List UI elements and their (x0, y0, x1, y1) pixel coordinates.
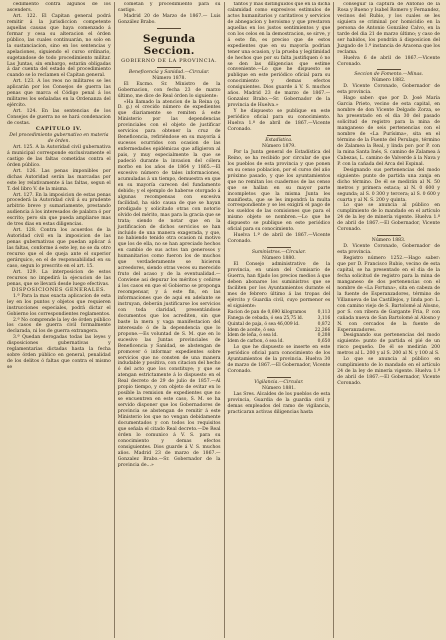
number-heading: Número 1878. (152, 75, 186, 81)
column-1 (4, 2, 114, 638)
price-row: Racion de pan de 0,690 kilogramos 0,113 (227, 309, 331, 315)
paragraph: 3.ª Quedan derogadas todas las leyes y disposiciones gubernativas y reglamentarias dictadas hasta la fecha sobre órden público en general, penalidad de los delitos ó faltas que contra el mismo se (7, 335, 111, 371)
number-heading: Número 1883. (371, 238, 406, 244)
paragraph: Art. 128. Contra los acuerdos de la Autoridad civil en la imposicion de las penas gubernativas que puedan aplicar á las faltas, conforme á este ley, no se da otro recurso que el de queja ante el superior gerárquico, en el de responsabilidad en su caso, segun lo prescrito en el art. 15. (7, 228, 111, 269)
price-row: Quintal de paja, ó sea 46,009 ld. 0,872 (227, 321, 331, 327)
section-heading: DISPOSICIONES GENERALES. (11, 286, 107, 293)
number-heading: Número 1882. (371, 78, 406, 84)
signature-paragraph: Madrid 20 de Marzo de 1867.— Luis González Brabo. (117, 13, 221, 25)
paragraph: conseguir la captura de Antonio de la Rosa y Bueno y Isabel Romero y Fernandez, vecinos del Rubio, y los cuales se les siguiera se criminal por homicidio en la persona de Antonio González Calvo, en la tarde del dia 21 de marzo último; y caso de ser habidos, los pondrán á disposicion del Juzgado de 1.ª instancia de Aracena que los reclama. (337, 2, 440, 55)
paragraph: El Excmo. Sr. Ministro de la Gobernacion, con fecha 23 de marzo último, me dice de Real órden lo siguiente: (117, 81, 221, 99)
number-heading: Número 1880. (262, 256, 296, 262)
divider (377, 69, 401, 70)
paragraph: Registro número 1252.—Hago saber: que por D. Francisco Rubio, vecino de esta capital, se ha presentado en el dia de la fecha solicitud de registro para la mina de manganeso de dos pertenencias con el nombre de «La Fortuna», sita en cabeza de la fuente de Esperanzadores, término de Villanueva de las Castillejos, y linda por: L. con camino viejo de S. Bartolomé al Alosno, por S. con ribera de Gargante Fria, P. con cañada nueva de San Bartolomé al Alosno y N. con cercados de la fuente de Esperanzadores. (337, 256, 440, 333)
supplies-heading: Suministros.—Circular. (251, 250, 306, 256)
paragraph: Huelva 6 de abril de 1867.—Vicente Coronado. (337, 55, 440, 67)
mines-heading: Seccion de Fomento.—Minas. (354, 72, 424, 78)
paragraph: cedimiento contra algunos de los ascenders. (7, 2, 111, 13)
paragraph: Designando sus pertenencias del modo siguiente: punto de partida el pié de un risco pequeño. De él se medirán 200 metros al L. 200 y al S. 200 al N. y 100 al S. (337, 333, 440, 357)
price-row: Fanega de cebada, ó sea 25,75 ld. 3,116 (227, 315, 331, 321)
paragraph: Lo que se anuncia al público en cumplimiento de lo mandado en el artículo 24 de la ley de minería vigente. Huelva 1.º de abril de 1867.—El Gobernador, Vicente Coronado. (337, 357, 440, 387)
paragraph: 1.ª Para la mas exacta aplicacion de esta ley en los puntos y objetos que requieren instrucciones especiales, podrá dictar el Gobierno los correspondientes reglamentos. (7, 293, 111, 317)
paragraph: Y he dispuesto se publique en este periódico oficial para su conocimiento. Huelva 1.º de abril de 1867.—Vicente Coronado. (227, 109, 331, 133)
divider (157, 28, 181, 29)
paragraph: El Consejo administrativo de la provincia, en union del Comisario de Guerra, han fijado los precios medios á que deben abonarse los suministros que se faciliten por los Ayuntamientos durante el mes de febrero último á las tropas del ejército y Guardia civil, cuyo pormenor es el siguiente: (227, 262, 331, 309)
divider (267, 377, 291, 378)
divider (267, 247, 291, 248)
columns (4, 2, 443, 640)
column-2 (114, 2, 224, 638)
paragraph: tantos y mas distinguidos que en la dicha calamidad como expresivos estímulos de actos humanitarios y caritativos y servicios de abnegacion y heroismo y que prestaron aquellas en los justos sentimientos y que con los celos en la demostracion, se sirve, y á este fin, es preciso que de estos expedientes que en su mayoría podrian tener una ocasion, y la prueba y legitimidad de hechos que por su falta justifiquen ó no se den las diligencias que estime conveniente.—Lo que he dispuesto se publique en este periódico oficial para su conocimiento y demas efectos consiguientes. Dios guarde á V. S. muchos años. Madrid 23 de marzo de 1867.—Gonzalez Brabo.—Sr. Gobernador de la provincia de Huelva.» (227, 2, 331, 109)
vigilance-heading: Vigilancia.—Circular. (254, 380, 304, 386)
paragraph: Art. 127. En la imposicion de estas penas procederá la Autoridad civil á su prudente arbitrio breve y sumariamente, prestando audiencia á los interesados de palabra ó por escrito; pero sin que pueda ampliarse mas de tres dias en estas diligencias. (7, 192, 111, 228)
divider (377, 235, 401, 236)
paragraph: Art. 123. A los reos no militares se les aplicarán por los Consejos de guerra las penas que marca el Código penal á los militares los señaladas en la Ordenanza del ejército. (7, 79, 111, 109)
paragraph: Lo que he dispuesto se inserte en este periódico oficial para conocimiento de los Ayuntamientos de la provincia. Huelva 30 de marzo de 1867.—El Gobernador, Vicente Coronado. (227, 345, 331, 375)
price-row: Idem de carbon, ó sea ld. 0,650 (227, 339, 331, 345)
statistics-heading: Estadística. (265, 137, 293, 143)
divider (267, 135, 291, 136)
government-heading: GOBIERNO DE LA PROVINCIA. (121, 57, 218, 64)
paragraph: Lo que se anuncia al público en cumplimiento de lo mandado en el artículo 24 de la ley de minería vigente. Huelva 1.º de abril de 1867.—El Gobernador, Vicente Coronado. (337, 203, 440, 233)
number-heading: Número 1881. (262, 386, 296, 392)
paragraph: Art. 125. A la Autoridad civil gubernativa á municipal corresponde exclusivamente el castigo de las faltas cometidas contra el órden público. (7, 144, 111, 168)
paragraph: D. Vicente Coronado, Gobernador de esta provincia. (337, 84, 440, 96)
paragraph: Art. 124. En las sentencias de los Consejos de guerra no se hará condenacion de costas. (7, 109, 111, 127)
section-title: Segunda Seccion. (142, 32, 196, 57)
chapter-heading: CAPÍTULO IV. (35, 126, 82, 133)
price-row: Idem de leña, ó sea ld. 0,208 (227, 333, 331, 339)
divider (157, 67, 181, 68)
paragraph: Art. 122. El Capitan general podrá remitir á la jurisdiccion competente aquellas causas que haya comenzado á formar y cesa su alteracion el órden público, las cuales continuarán, no solo en la sustanciacion, sino en los sentencias y apelaciones, siguiendo el curso ordinario, sugetandose de todo procedimiento militar. Las Juntas, sin embargo, estarán obligadas á dar cuenta del estado del procedimiento cuando se lo reclamen el Capitan general. (7, 13, 111, 79)
column-4 (333, 2, 443, 638)
paragraph: D. Vicente Coronado, Gobernador de esta provincia. (337, 244, 440, 256)
paragraph: Huelva 1.º de abril de 1867.—Vicente Coronado. (227, 233, 331, 245)
paragraph: Designando sus pertenencias del modo siguiente: punto de partida una zanja en dicho término. De él se medirán al N. 50 metros y primera estaca; al N. 0 600 y segunda; al S. 0 300 y tercera; al S. 0 600 y cuarta y al N. S. 200 y quinta. (337, 167, 440, 203)
paragraph: Art. 126. Las penas imponibles por dichas Autoridad serán las marcadas por este ley relativamente á las faltas, segun el T. del libro V. de la misma. (7, 168, 111, 192)
number-heading: Número 1879. (262, 143, 296, 149)
paragraph: Por la Junta general de Estadística del Reino, se ha recibido por circular de que los pueblos de esta provincia y que ponen en su censo poblacion, por el curso del año próximo pasado, y que los ayuntamientos que no remitan los cuadernos de las censo que se hallan en su mayor parte incompletos que la misma Junta les manifiesta, que se les impondrá la multa correspondiente y se les exigirá el pago de los sueldos de las comisiones que para el mismo objeto se nombren.—Lo que he dispuesto se publique en este periódico oficial para su conocimiento. (227, 149, 331, 233)
paragraph: cometan y procedimiento para su castigo. (117, 2, 221, 13)
paragraph: «Ha llamado la atencion de la Reina (q. D. g.) el crecido número de expedientes que diariamente se remiten á este Ministerio por las dependencias provinciales con el objeto de justificar servicios para obtener la cruz de Beneficencia, refiriéndose en su mayoría á sucesos ocurridos con ocasion de las enfermedades epidémicas que afligieron al pais, y muy especialmente la que se padeció durante la invasion del cólera morbo en los años de 1864 y 1865.—El excesivo número de tales informaciones, acumuladas á un tiempo, demuestra en que en su mayoría carecen del fundamento debido; y el ejemplo de haberse otorgado á algunas recompensas con excesiva facilidad, ha sido causa de que se hayan prodigado y solicitado otras con notorio olvido del mérito, mas para la gracia que se trata; siendo de notar que en la justificacion de dichos servicios se han incluido de una manera exagerada, y que, no habiendo tenido otra ocasion ni motivo que los de ella, no se han apreciado hechos en cambio de sus actos tan generosos y humanitarios como fueron los de muchos que verdaderamente se hicieron acreedores, siendo otras veces su merecido fruto del acaso y de la eventualidad.—Conviene asi depurar los méritos y ceñirse á los casos en que el Gobierno se proponga recompensar, y á este fin, en las informaciones que de aqui en adelante se instruyan, deberán justificarse los servicios con toda claridad, presentándose documentos que los acrediten, sin que baste la mera y vaga manifestacion del interesado ó de la dependencia que lo propone.—Es voluntad de S. M. que en lo sucesivo las Juntas provinciales de Beneficencia y Sanidad, se abstengan de promover ó informar expedientes sobre servicios que no consten de una manera indudable y positiva, con citacion del hecho ó del acto que los constituye; y que se atengan estrictamente á lo dispuesto en el Real decreto de 29 de julio de 1857.—Al propio tiempo, y con objeto de evitar en lo posible la remision de expedientes que no se encuentren en este caso, S. M. se ha servido disponer que los Gobernadores de provincia se abstengan de remitir á este Ministerio los que no vengan debidamente documentados y con todos los requisitos que señala el citado Real decreto.—De Real órden lo comunico á V. S. para su conocimiento y demas efectos consiguientes. Dios guarde á V. S. muchos años. Madrid 23 de marzo de 1867.— Gonzalez Brabo.—Sr. Gobernador de la provincia de...» (117, 99, 221, 468)
chapter-subtitle: Del procedimiento gubernativo en materia de órden. (9, 132, 109, 144)
paragraph: Las Sres. Alcaldes de los pueblos de esta provincia, Guardia de la guardia civil y demas empleados del ramo de vigilancia, practicaran activas diligencias hasta (227, 392, 331, 415)
paragraph: Hago saber: que por D. José María Garcia Prieto, vecino de esta capital, en nombre de don Vicente Delgado Zorza, se ha presentado en el dia 30 del pasado solicitud de registro para la mina de manganeso de seis pertenencias con el nombre de «La Purísima», sita en el término de la Fuente del Perulago, término de Zalamea la Real, y linda por: por P. con la mina Santa Inés, S. camino de Zalamea á Cabezas, L. camino de Valverde á la Nava y P. con la cañada del Arca del Espinal. (337, 96, 440, 167)
paragraph: 2.ª No comprende la ley de órden público los casos de guerra civil formalmente declarada, ni los de guerra extrangera. (7, 317, 111, 335)
circular-heading: Beneficencia y Sanidad.—Circular. (128, 69, 210, 75)
price-row: Idem de aceite, ó sea 22,266 (227, 327, 331, 333)
column-3 (224, 2, 334, 638)
paragraph: Art. 129. La interposicion de estos recursos no impedirá la ejecucion de las penas, que se llevará desde luego efectivas. (7, 269, 111, 287)
